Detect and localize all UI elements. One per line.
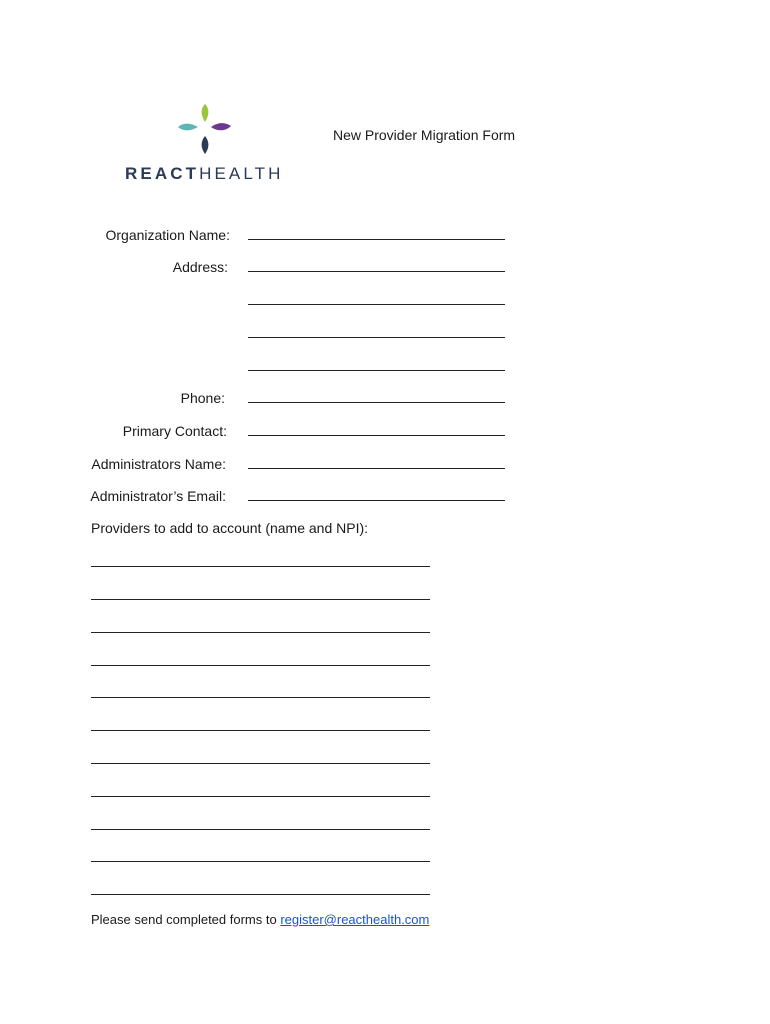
provider-line[interactable] [91, 632, 430, 633]
address-line-2[interactable] [248, 304, 505, 305]
provider-line[interactable] [91, 665, 430, 666]
primary-contact-label: Primary Contact: [122, 423, 227, 439]
footer-note [91, 912, 429, 927]
administrators-name-label: Administrators Name: [91, 456, 226, 472]
page-title: New Provider Migration Form [333, 127, 516, 143]
address-label: Address: [172, 259, 228, 275]
providers-heading: Providers to add to account (name and NPI): [91, 520, 369, 536]
organization-name-label: Organization Name: [105, 227, 230, 243]
provider-line[interactable] [91, 730, 430, 731]
phone-line[interactable] [248, 402, 505, 403]
address-line-4[interactable] [248, 370, 505, 371]
footer-text: Please send completed forms to [91, 912, 281, 927]
provider-line[interactable] [91, 697, 430, 698]
provider-line[interactable] [91, 796, 430, 797]
provider-line[interactable] [91, 829, 430, 830]
address-line-1[interactable] [248, 271, 505, 272]
register-email-link[interactable]: register@reacthealth.com [280, 912, 430, 927]
provider-line[interactable] [91, 599, 430, 600]
provider-line[interactable] [91, 566, 430, 567]
provider-line[interactable] [91, 894, 430, 895]
administrators-name-line[interactable] [248, 468, 505, 469]
address-line-3[interactable] [248, 337, 505, 338]
primary-contact-line[interactable] [248, 435, 505, 436]
provider-line[interactable] [91, 861, 430, 862]
administrators-email-label: Administrator’s Email: [90, 488, 226, 504]
logo-word-bold: REACT [125, 164, 200, 183]
logo-word-light: HEALTH [199, 164, 284, 183]
provider-line[interactable] [91, 763, 430, 764]
react-health-logo-icon [178, 103, 232, 155]
phone-label: Phone: [180, 390, 225, 406]
logo-wordmark [125, 164, 283, 184]
administrators-email-line[interactable] [248, 500, 505, 501]
organization-name-line[interactable] [248, 239, 505, 240]
